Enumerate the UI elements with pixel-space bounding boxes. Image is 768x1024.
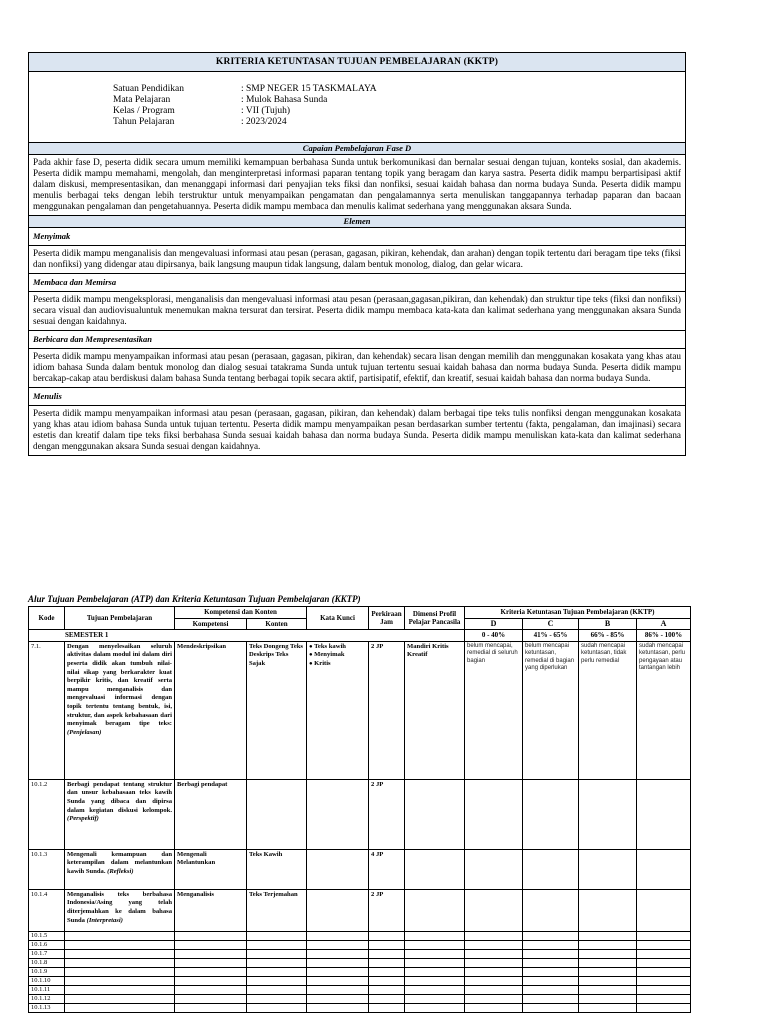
- range-b: 66% - 85%: [579, 630, 637, 642]
- empty-cell: [175, 976, 247, 985]
- cell-criteria-b: sudah mencapai ketuntasan, tidak perlu remedial: [579, 641, 637, 779]
- cell-criteria-a: [637, 849, 691, 889]
- col-header-kompetensi: Kompetensi: [175, 618, 247, 630]
- info-row-kelas: [113, 106, 685, 117]
- info-row-mapel: [113, 95, 685, 106]
- empty-cell: [465, 1003, 523, 1012]
- cell-criteria-c: [523, 779, 579, 849]
- empty-cell: [465, 976, 523, 985]
- table-row: [29, 940, 691, 949]
- empty-cell: [523, 985, 579, 994]
- element-text-menyimak: Peserta didik mampu menganalisis dan mengevaluasi informasi atau pesan (perasan, gagasan, pikiran, kehendak, dan arahan) dengan topik tertentu dari beragam tipe teks (fiksi dan nonfiksi) yang didengar atau dipirsanya, baik langsung maupun tidak langsung, dalam bentuk monolog, dialog, dan gelar wicara.: [29, 246, 685, 274]
- cell-jam: 2 JP: [369, 889, 405, 931]
- empty-cell: [523, 931, 579, 940]
- cell-criteria-d: belum mencapai, remedial di seluruh bagian: [465, 641, 523, 779]
- col-header-tujuan: Tujuan Pembelajaran: [65, 607, 175, 630]
- range-c: 41% - 65%: [523, 630, 579, 642]
- tujuan-tag: (Refleksi): [107, 867, 134, 875]
- empty-cell: [247, 931, 307, 940]
- element-name-menyimak: Menyimak: [29, 228, 685, 246]
- col-header-kompetensi-konten: Kompetensi dan Konten: [175, 607, 307, 619]
- keyword-item: ● Kritis: [309, 660, 366, 669]
- element-text-menulis: Peserta didik mampu menyampaikan informasi atau pesan (perasaan, gagasan, pikiran, dan kehendak) dalam berbagai tipe teks tulis nonfiksi dengan menggunakan kosakata yang khas atau idiom bahasa Sunda untuk tujuan tertentu. Peserta didik mampu menyampaikan pesan berdasarkan sumber tertentu (fakta, pengalaman, dan imajinasi) secara estetis dan kreatif dalam tipe teks fiksi berbahasa Sunda sesuai kaidah bahasa dan norma budaya Sunda. Peserta didik mampu menuliskan kata-kata dan kalimat sederhana dengan menggunakan aksara Sunda sesuai dengan kaidahnya.: [33, 408, 681, 451]
- empty-cell: [307, 949, 369, 958]
- cell-dimensi: Mandiri Kritis Kreatif: [405, 641, 465, 779]
- range-a: 86% - 100%: [637, 630, 691, 642]
- cell-criteria-c: [523, 889, 579, 931]
- tujuan-text: Mengenali kemampuan dan keterampilan dalam melantunkan kawih Sunda.: [67, 850, 172, 875]
- keyword-item: ● Menyimak: [309, 651, 366, 660]
- empty-cell: [637, 931, 691, 940]
- atp-table: [28, 606, 691, 1013]
- grade-c: C: [523, 618, 579, 630]
- table-row: [29, 889, 691, 931]
- info-label: Tahun Pelajaran: [113, 117, 175, 127]
- empty-cell: [637, 967, 691, 976]
- empty-cell: [307, 976, 369, 985]
- empty-cell: [405, 985, 465, 994]
- empty-cell: [247, 985, 307, 994]
- empty-cell: [247, 967, 307, 976]
- empty-cell: [579, 994, 637, 1003]
- cell-kode: 10.1.4: [29, 889, 65, 931]
- empty-cell: [465, 958, 523, 967]
- grade-b: B: [579, 618, 637, 630]
- range-d: 0 - 40%: [465, 630, 523, 642]
- cell-konten: [247, 779, 307, 849]
- cell-kode: 7.1.: [29, 641, 65, 779]
- cell-kode: 10.1.6: [29, 940, 65, 949]
- empty-cell: [465, 949, 523, 958]
- info-label: Satuan Pendidikan: [113, 84, 184, 94]
- empty-cell: [175, 1003, 247, 1012]
- cell-jam: 2 JP: [369, 641, 405, 779]
- empty-cell: [523, 976, 579, 985]
- semester-label: SEMESTER 1: [29, 630, 465, 642]
- col-header-kode: Kode: [29, 607, 65, 630]
- empty-cell: [405, 949, 465, 958]
- empty-cell: [65, 994, 175, 1003]
- table-row: [29, 1003, 691, 1012]
- tujuan-tag: (Perspektif): [67, 815, 99, 823]
- empty-cell: [369, 958, 405, 967]
- empty-cell: [65, 940, 175, 949]
- info-value: : VII (Tujuh): [241, 106, 291, 116]
- empty-cell: [465, 931, 523, 940]
- empty-cell: [405, 1003, 465, 1012]
- cell-criteria-d: [465, 889, 523, 931]
- empty-cell: [175, 958, 247, 967]
- empty-cell: [523, 958, 579, 967]
- empty-cell: [369, 976, 405, 985]
- cell-kode: 10.1.12: [29, 994, 65, 1003]
- cell-criteria-c: [523, 849, 579, 889]
- empty-cell: [465, 940, 523, 949]
- col-header-jam: Perkiraan Jam: [369, 607, 405, 630]
- table-row: [29, 994, 691, 1003]
- empty-cell: [405, 958, 465, 967]
- table-row: [29, 931, 691, 940]
- cell-dimensi: [405, 889, 465, 931]
- element-text-membaca: Peserta didik mampu mengeksplorasi, menganalisis dan mengevaluasi informasi atau pesan (perasaan,gagasan,pikiran, dan kehendak) dan struktur tipe teks (fiksi dan nonfiksi) secara visual dan audiovisualuntuk menemukan makna tersurat dan tersirat. Peserta didik mampu membaca kata-kata dan kalimat sederhana yang menggunakan aksara Sunda sesuai dengan kaidahnya.: [29, 292, 685, 331]
- empty-cell: [637, 985, 691, 994]
- empty-cell: [175, 949, 247, 958]
- tujuan-tag: (Interpretasi): [86, 916, 123, 924]
- table-row: [29, 958, 691, 967]
- empty-cell: [637, 958, 691, 967]
- col-header-kata-kunci: Kata Kunci: [307, 607, 369, 630]
- empty-cell: [65, 967, 175, 976]
- tujuan-text: Berbagi pendapat tentang struktur dan unsur kebahasaan teks kawih Sunda yang dibaca dan dipirsa dalam kegiatan diskusi kelompok.: [67, 780, 172, 814]
- empty-cell: [523, 949, 579, 958]
- atp-title: Alur Tujuan Pembelajaran (ATP) dan Kriteria Ketuntasan Tujuan Pembelajaran (KKTP): [28, 594, 361, 604]
- cell-kata-kunci: [307, 779, 369, 849]
- empty-cell: [523, 940, 579, 949]
- empty-cell: [637, 994, 691, 1003]
- cell-kode: 10.1.3: [29, 849, 65, 889]
- col-header-konten: Konten: [247, 618, 307, 630]
- empty-cell: [369, 985, 405, 994]
- empty-cell: [307, 994, 369, 1003]
- empty-cell: [369, 949, 405, 958]
- empty-cell: [637, 949, 691, 958]
- cell-tujuan: [65, 889, 175, 931]
- cell-criteria-c: belum mencapai ketuntasan, remedial di bagian yang diperlukan: [523, 641, 579, 779]
- cell-kata-kunci: [307, 889, 369, 931]
- grade-d: D: [465, 618, 523, 630]
- tujuan-text: Dengan menyelesaikan seluruh aktivitas dalam modul ini dalam diri peserta didik akan tumbuh nilai-nilai sikap yang berkarakter kuat berpikir kritis, dan kreatif serta mampu menganalisis dan mengevaluasi informasi dengan topik tertentu tentang bentuk, isi, struktur, dan aspek kebahasaan dari menyimak beragam tipe teks:: [67, 642, 172, 728]
- empty-cell: [175, 985, 247, 994]
- cell-jam: 2 JP: [369, 779, 405, 849]
- cell-kode: 10.1.5: [29, 931, 65, 940]
- empty-cell: [247, 949, 307, 958]
- cell-tujuan: [65, 641, 175, 779]
- empty-cell: [369, 994, 405, 1003]
- empty-cell: [307, 940, 369, 949]
- empty-cell: [369, 940, 405, 949]
- empty-cell: [65, 958, 175, 967]
- cell-kode: 10.1.8: [29, 958, 65, 967]
- cell-kode: 10.1.7: [29, 949, 65, 958]
- tujuan-tag: (Penjelasan): [67, 728, 102, 736]
- empty-cell: [65, 976, 175, 985]
- cell-criteria-d: [465, 849, 523, 889]
- cell-tujuan: [65, 849, 175, 889]
- cell-criteria-a: sudah mencapai ketuntasan, perlu pengayaan atau tantangan lebih: [637, 641, 691, 779]
- cell-criteria-a: [637, 889, 691, 931]
- element-name-berbicara: Berbicara dan Mempresentasikan: [29, 331, 685, 349]
- cell-criteria-d: [465, 779, 523, 849]
- empty-cell: [65, 931, 175, 940]
- table-row: [29, 967, 691, 976]
- cell-kode: 10.1.10: [29, 976, 65, 985]
- info-label: Mata Pelajaran: [113, 95, 171, 105]
- cell-kompetensi: Mendeskripsikan: [175, 641, 247, 779]
- empty-cell: [175, 940, 247, 949]
- empty-cell: [579, 949, 637, 958]
- info-row-satuan: [113, 84, 685, 95]
- empty-cell: [405, 931, 465, 940]
- elemen-heading: Elemen: [29, 215, 685, 228]
- cell-dimensi: [405, 849, 465, 889]
- empty-cell: [523, 994, 579, 1003]
- empty-cell: [579, 940, 637, 949]
- empty-cell: [637, 1003, 691, 1012]
- empty-cell: [307, 967, 369, 976]
- cell-kata-kunci: [307, 641, 369, 779]
- empty-cell: [405, 967, 465, 976]
- capaian-heading: Capaian Pembelajaran Fase D: [29, 142, 685, 155]
- empty-cell: [175, 994, 247, 1003]
- empty-cell: [175, 967, 247, 976]
- cell-kompetensi: Mengenali Melantunkan: [175, 849, 247, 889]
- keyword-item: ● Teks kawih: [309, 643, 366, 652]
- cell-kompetensi: Berbagi pendapat: [175, 779, 247, 849]
- info-value: : SMP NEGER 15 TASKMALAYA: [241, 84, 377, 94]
- table-row: [29, 976, 691, 985]
- empty-cell: [405, 976, 465, 985]
- empty-cell: [465, 994, 523, 1003]
- empty-cell: [307, 958, 369, 967]
- empty-cell: [65, 1003, 175, 1012]
- col-header-kriteria: Kriteria Ketuntasan Tujuan Pembelajaran (KKTP): [465, 607, 691, 619]
- cell-kode: 10.1.2: [29, 779, 65, 849]
- cell-criteria-b: [579, 779, 637, 849]
- empty-rows: [29, 931, 691, 1012]
- info-value: : Mulok Bahasa Sunda: [241, 95, 328, 105]
- element-name-membaca: Membaca dan Memirsa: [29, 274, 685, 292]
- empty-cell: [579, 958, 637, 967]
- empty-cell: [307, 985, 369, 994]
- cell-kata-kunci: [307, 849, 369, 889]
- element-name-menulis: Menulis: [29, 388, 685, 406]
- info-label: Kelas / Program: [113, 106, 175, 116]
- empty-cell: [307, 931, 369, 940]
- cell-criteria-b: [579, 849, 637, 889]
- empty-cell: [247, 1003, 307, 1012]
- empty-cell: [175, 931, 247, 940]
- cell-kompetensi: Menganalisis: [175, 889, 247, 931]
- kktp-title: KRITERIA KETUNTASAN TUJUAN PEMBELAJARAN (KKTP): [29, 53, 685, 72]
- empty-cell: [65, 949, 175, 958]
- empty-cell: [579, 967, 637, 976]
- cell-criteria-b: [579, 889, 637, 931]
- empty-cell: [465, 967, 523, 976]
- empty-cell: [523, 1003, 579, 1012]
- cell-jam: 4 JP: [369, 849, 405, 889]
- empty-cell: [405, 940, 465, 949]
- cell-kode: 10.1.9: [29, 967, 65, 976]
- col-header-dimensi: Dimensi Profil Pelajar Pancasila: [405, 607, 465, 630]
- empty-cell: [369, 1003, 405, 1012]
- capaian-text: Pada akhir fase D, peserta didik secara umum memiliki kemampuan berbahasa Sunda untuk berkomunikasi dan bernalar sesuai dengan tujuan, konteks sosial, dan akademis. Peserta didik mampu memahami, mengolah, dan menginterpretasi informasi paparan tentang topik yang beragam dan karya sastra. Peserta didik mampu berpartisipasi aktif dalam diskusi, mempresentasikan, dan menanggapi informasi dari penyajian teks fiksi dan nonfiksi, sesuai kaidah bahasa dan norma budaya Sunda. Peserta didik mampu menulis berbagai teks dengan lebih terstruktur untuk menyampaikan pengamatan dan pengalamannya serta menuliskan tanggapannya terhadap paparan dan bacaan menggunakan pengalaman dan pengetahuannya. Peserta didik mampu membaca dan menulis kalimat sederhana yang menggunakan aksara Sunda.: [33, 157, 681, 211]
- empty-cell: [307, 1003, 369, 1012]
- grade-a: A: [637, 618, 691, 630]
- cell-konten: Teks Dongeng Teks Deskrips Teks Sajak: [247, 641, 307, 779]
- empty-cell: [405, 994, 465, 1003]
- empty-cell: [65, 985, 175, 994]
- empty-cell: [247, 958, 307, 967]
- empty-cell: [369, 931, 405, 940]
- empty-cell: [579, 1003, 637, 1012]
- cell-konten: Teks Terjemahan: [247, 889, 307, 931]
- empty-cell: [637, 940, 691, 949]
- tujuan-text: Menganalisis teks berbahasa Indonesia/Asing yang telah diterjemahkan ke dalam bahasa Sunda: [67, 890, 172, 924]
- cell-kode: 10.1.11: [29, 985, 65, 994]
- identity-info: [29, 72, 685, 142]
- element-text-berbicara: Peserta didik mampu menyampaikan informasi atau pesan (perasaan, gagasan, pikiran, dan kehendak) secara lisan dengan memilih dan menggunakan kosakata yang khas atau idiom bahasa Sunda dalam bentuk monolog dan dialog sesuai tatakrama Sunda untuk tujuan tertentu sesuai kaidah bahasa dan norma budaya Sunda. Peserta didik mampu bercakap-cakap atau berdiskusi dalam bahasa Sunda tentang berbagai topik secara aktif, partisipatif, efektif, dan kreatif, sesuai kaidah bahasa dan norma budaya Sunda.: [29, 349, 685, 388]
- empty-cell: [637, 976, 691, 985]
- empty-cell: [247, 940, 307, 949]
- empty-cell: [579, 985, 637, 994]
- cell-tujuan: [65, 779, 175, 849]
- info-value: : 2023/2024: [241, 117, 287, 127]
- empty-cell: [465, 985, 523, 994]
- empty-cell: [579, 976, 637, 985]
- kktp-section: [28, 52, 686, 456]
- header-row-3: [29, 630, 691, 642]
- table-row: [29, 779, 691, 849]
- header-row-1: [29, 607, 691, 619]
- table-row: [29, 641, 691, 779]
- empty-cell: [579, 931, 637, 940]
- cell-konten: Teks Kawih: [247, 849, 307, 889]
- table-row: [29, 849, 691, 889]
- table-row: [29, 949, 691, 958]
- cell-criteria-a: [637, 779, 691, 849]
- table-row: [29, 985, 691, 994]
- info-row-tahun: [113, 117, 685, 128]
- cell-dimensi: [405, 779, 465, 849]
- empty-cell: [523, 967, 579, 976]
- empty-cell: [247, 994, 307, 1003]
- empty-cell: [369, 967, 405, 976]
- empty-cell: [247, 976, 307, 985]
- cell-kode: 10.1.13: [29, 1003, 65, 1012]
